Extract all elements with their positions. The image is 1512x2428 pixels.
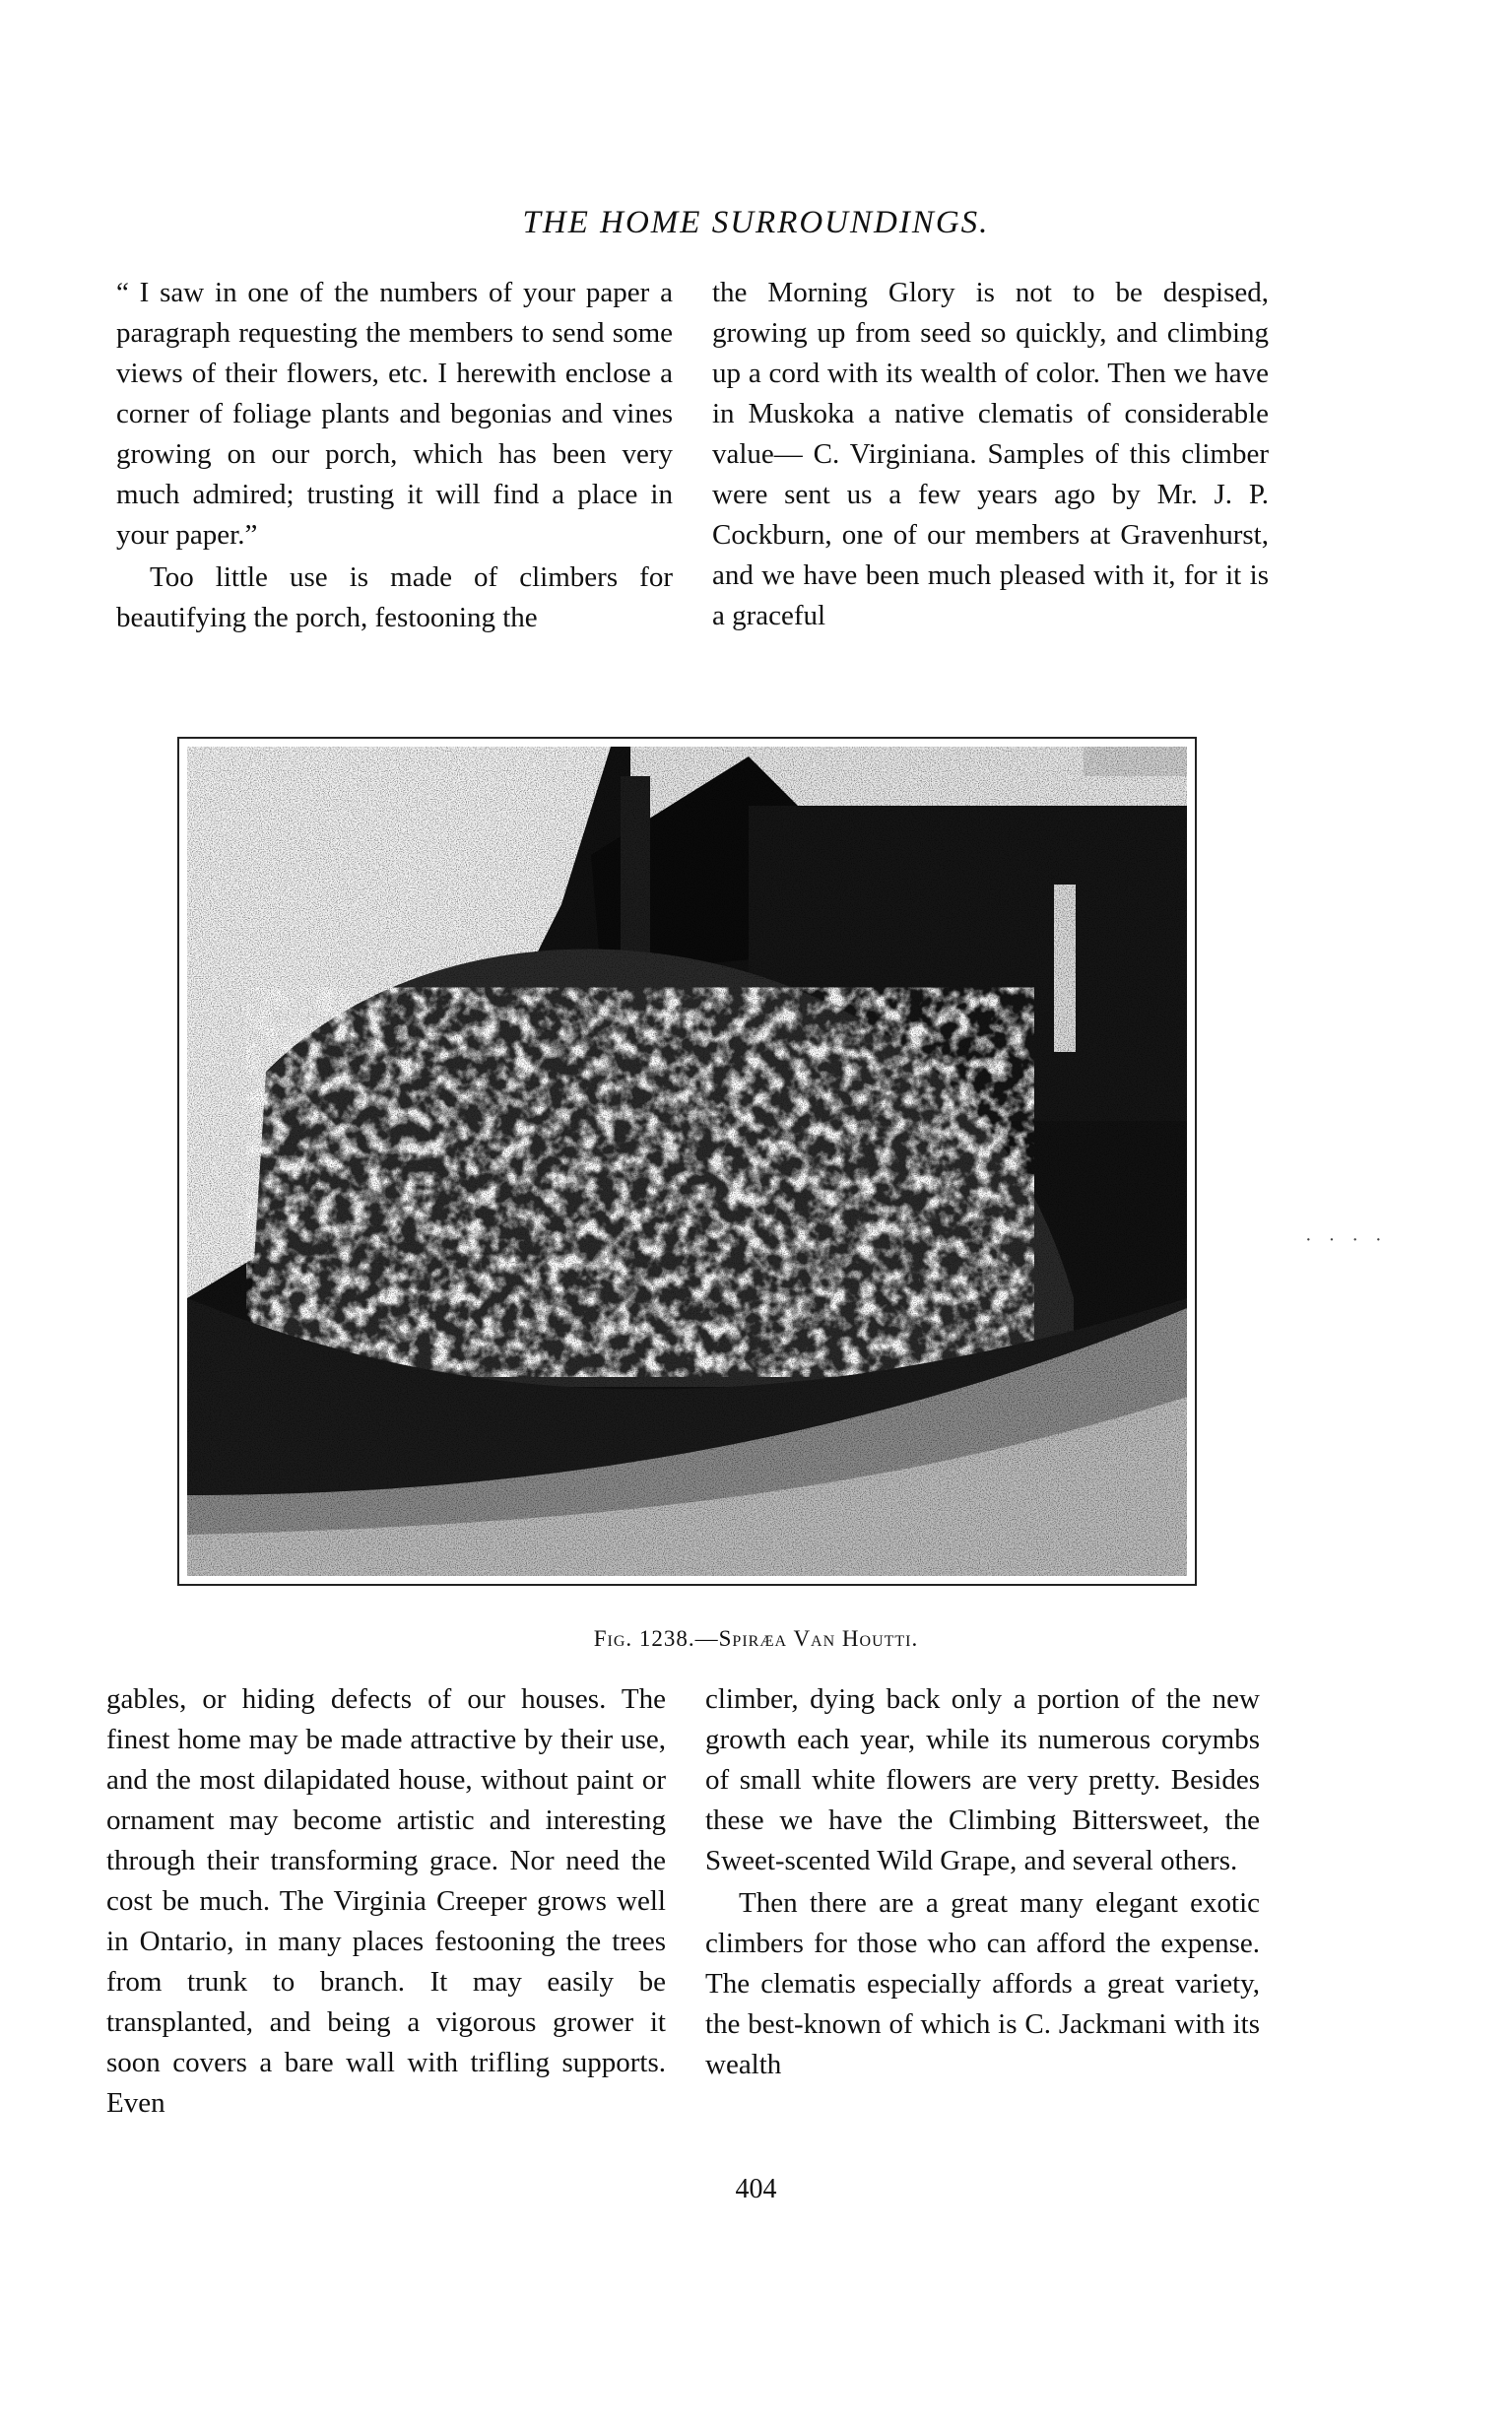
figure-photograph	[177, 737, 1197, 1586]
bottom-right-column	[705, 1679, 1260, 2085]
page-number: 404	[735, 2174, 777, 2204]
paragraph-clematis-climber: climber, dying back only a portion of the new growth each year, while its numerous corymbs of small white flowers are very pretty. Besides these we have the Climbing Bittersweet, the Sweet-scented Wild Grape, and several others.	[705, 1683, 1260, 1876]
paragraph-climbers: Too little use is made of climbers for beautifying the porch, festooning the	[116, 561, 673, 633]
paragraph-morning-glory: the Morning Glory is not to be despised, growing up from seed so quickly, and climbing up a cord with its wealth of color. Then we have in Muskoka a native clematis of considerable value— C. Virginiana. Samples of this climber were sent us a few years ago by Mr. J. P. Cockburn, one of our members at Gravenhurst, and we have been much pleased with it, for it is a graceful	[712, 277, 1269, 631]
paragraph-gables: gables, or hiding defects of our houses. The finest home may be made attractive by their use, and the most dilapidated house, without paint or ornament may become artistic and interesting through their transforming grace. Nor need the cost be much. The Virginia Creeper grows well in Ontario, in many places festooning the trees from trunk to branch. It may easily be transplanted, and being a vigorous grower it soon covers a bare wall with trifling supports. Even	[106, 1683, 666, 2119]
top-right-column	[712, 273, 1269, 636]
spiraea-shrub-photo	[187, 747, 1187, 1576]
figure-caption: Fig. 1238.—Spiræa Van Houtti.	[593, 1626, 919, 1651]
top-left-column	[116, 273, 673, 638]
bottom-left-column	[106, 1679, 666, 2124]
print-specks-icon: · · · ·	[1305, 1229, 1388, 1251]
running-head: THE HOME SURROUNDINGS.	[522, 205, 990, 240]
paragraph-quote: “ I saw in one of the numbers of your paper a paragraph requesting the members to send some views of their flowers, etc. I herewith enclose a corner of foliage plants and begonias and vines growing on our porch, which has been very much admired; trusting it will find a place in your paper.”	[116, 277, 673, 551]
paragraph-exotic-climbers: Then there are a great many elegant exotic climbers for those who can afford the expense. The clematis especially affords a great variety, the best-known of which is C. Jackmani with its wealth	[705, 1887, 1260, 2080]
